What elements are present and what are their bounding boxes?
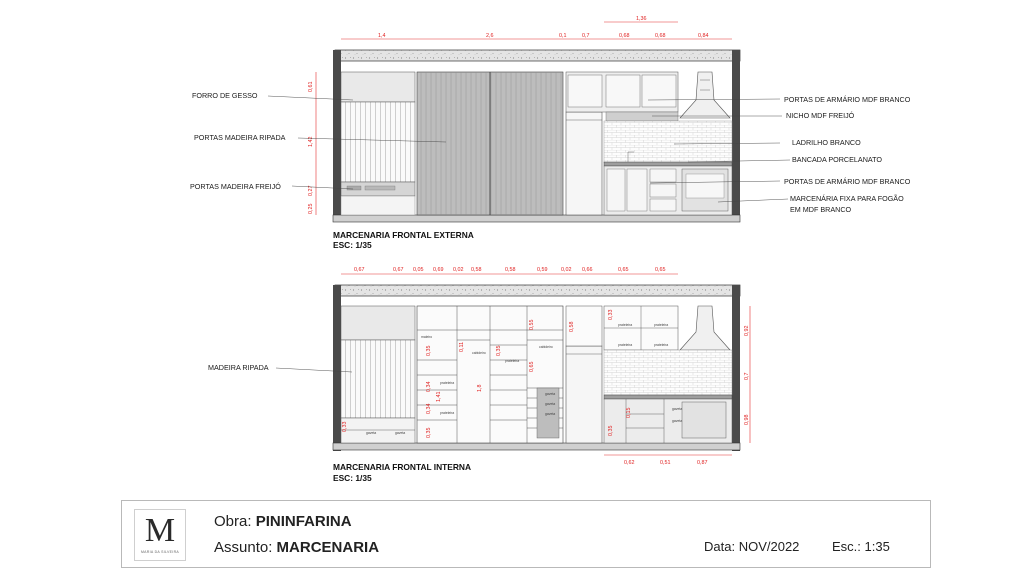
dim-top-ext-1: 1,4 [378,33,386,39]
inner-label-gaveta-3: gaveta [545,412,556,416]
dim-left-ext-2: 1,42 [308,136,314,147]
callout-nicho-freijo: NICHO MDF FREIJÓ [786,111,855,120]
dim-top-int-9: 0,02 [561,267,572,273]
dim-bottom-int-1: 0,62 [624,460,635,466]
inner-dim-11: 0,33 [342,421,348,432]
inner-dim-2: 0,34 [426,381,432,392]
dim-top-int-1: 0,67 [354,267,365,273]
dim-top-int-12: 0,65 [655,267,666,273]
dim-right-int-1: 0,92 [744,325,750,336]
dim-top-int-6: 0,58 [471,267,482,273]
callout-portas-freijo: PORTAS MADEIRA FREIJÓ [190,182,281,191]
obra-value: PININFARINA [255,513,352,530]
callout-armario-mdf-2: PORTAS DE ARMÁRIO MDF BRANCO [784,177,911,186]
inner-dim-1: 0,35 [426,345,432,356]
dim-top-int-5: 0,02 [453,267,464,273]
assunto-row [214,539,379,556]
ceiling-slab [335,50,740,61]
floor-slab-2 [333,443,740,450]
elevation-externa [190,16,911,250]
title-block [121,500,931,568]
ladrilho [604,121,732,163]
dim-right-int-3: 0,98 [744,414,750,425]
inner-label-maleiro: maleiro [421,335,433,339]
inner-label-prateleira-5: prateleira [654,323,669,327]
inner-dim-7: 1,8 [477,384,483,392]
inner-dim-5: 0,35 [496,345,502,356]
inner-label-cabideiro-2: cabideiro [539,345,553,349]
dim-top-ext-6: 0,68 [655,33,666,39]
inner-label-gaveta-1: gaveta [545,392,556,396]
inner-label-gaveta-2: gaveta [545,402,556,406]
right-wall [732,50,740,222]
callout-madeira-ripada: MADEIRA RIPADA [208,363,269,372]
floor-slab [333,215,740,222]
dim-top-int-11: 0,65 [618,267,629,273]
dim-right-int-2: 0,7 [744,372,750,380]
inner-dim-12: 0,35 [608,425,614,436]
ceiling-slab-2 [335,285,740,296]
forro-gesso [341,72,415,102]
logo-letter: M [144,512,176,549]
escala-label: Esc.: [832,539,861,554]
callout-ladrilho: LADRILHO BRANCO [792,138,861,147]
dim-top-ext-7: 0,84 [698,33,709,39]
inner-dim-14: 0,15 [626,407,632,418]
escala-row [832,539,890,554]
data-row [704,539,799,554]
portas-ripadas-left [341,102,415,182]
inner-label-prateleira-3: prateleira [505,359,520,363]
obra-row [214,513,352,530]
coifa-2 [680,306,730,350]
inner-dim-3: 0,34 [426,403,432,414]
right-wall-2 [732,285,740,451]
dim-top-int-2: 0,67 [393,267,404,273]
nicho-freijo [606,112,678,121]
dim-top-int-10: 0,66 [582,267,593,273]
inner-dim-6: 1,41 [436,391,442,402]
inner-dim-4: 0,35 [426,427,432,438]
dim-overall-ext: 1,36 [636,16,647,22]
inner-label-prateleira-1: prateleira [440,381,455,385]
obra-label: Obra: [214,513,252,530]
callout-marcenaria-fogao-2: EM MDF BRANCO [790,205,852,214]
elevation-scale-interna: ESC: 1/35 [333,473,372,483]
inner-dim-9: 0,65 [529,361,535,372]
dim-left-ext-3: 0,27 [308,185,314,196]
elevation-interna [208,267,750,483]
logo [134,509,186,561]
inner-dim-10: 0,11 [459,341,465,352]
data-label: Data: [704,539,736,554]
inner-label-prateleira-2: prateleira [440,411,455,415]
left-wall-2 [333,285,341,451]
inner-dim-15: 0,33 [608,309,614,320]
dim-top-int-3: 0,05 [413,267,424,273]
callout-portas-ripada: PORTAS MADEIRA RIPADA [194,133,286,142]
dim-left-ext-1: 0,61 [308,81,314,92]
dim-top-int-8: 0,59 [537,267,548,273]
escala-value: 1:35 [864,539,890,554]
assunto-label: Assunto: [214,539,273,556]
dim-top-ext-4: 0,7 [582,33,590,39]
elevation-title-externa: MARCENARIA FRONTAL EXTERNA [333,230,474,240]
inner-label-cabideiro-1: cabideiro [472,351,486,355]
inner-dim-8: 0,55 [529,319,535,330]
dim-top-ext-5: 0,68 [619,33,630,39]
dim-top-ext-3: 0,1 [559,33,567,39]
dim-bottom-int-3: 0,87 [697,460,708,466]
inner-label-gaveta-a: gaveta [366,431,377,435]
dim-top-int-4: 0,69 [433,267,444,273]
assunto-value: MARCENARIA [276,539,380,556]
dim-top-int-7: 0,58 [505,267,516,273]
inner-label-gaveta-4: gaveta [672,407,683,411]
callout-marcenaria-fogao: MARCENÁRIA FIXA PARA FOGÃO [790,194,904,203]
dim-left-ext-4: 0,25 [308,203,314,214]
elevation-title-interna: MARCENARIA FRONTAL INTERNA [333,462,472,472]
inner-label-gaveta-5: gaveta [672,419,683,423]
left-wall [333,50,341,222]
callout-forro-gesso: FORRO DE GESSO [192,91,258,100]
geladeira-2 [566,346,602,443]
callout-armario-mdf-1: PORTAS DE ARMÁRIO MDF BRANCO [784,95,911,104]
inner-label-gaveta-b: gaveta [395,431,406,435]
inner-dim-13: 0,58 [569,321,575,332]
geladeira [566,112,602,215]
madeira-ripada [341,340,415,418]
inner-label-prateleira-7: prateleira [654,343,669,347]
dim-top-ext-2: 2,6 [486,33,494,39]
dim-bottom-int-2: 0,51 [660,460,671,466]
logo-caption: MARIA DA SILVEIRA [140,550,180,554]
inner-label-prateleira-6: prateleira [618,343,633,347]
callout-bancada: BANCADA PORCELANATO [792,155,882,164]
inner-label-prateleira-4: prateleira [618,323,633,327]
data-value: NOV/2022 [738,539,800,554]
coifa [680,72,730,118]
dims-top-externa [341,22,732,39]
bancada [604,162,732,166]
elevation-scale-externa: ESC: 1/35 [333,240,372,250]
